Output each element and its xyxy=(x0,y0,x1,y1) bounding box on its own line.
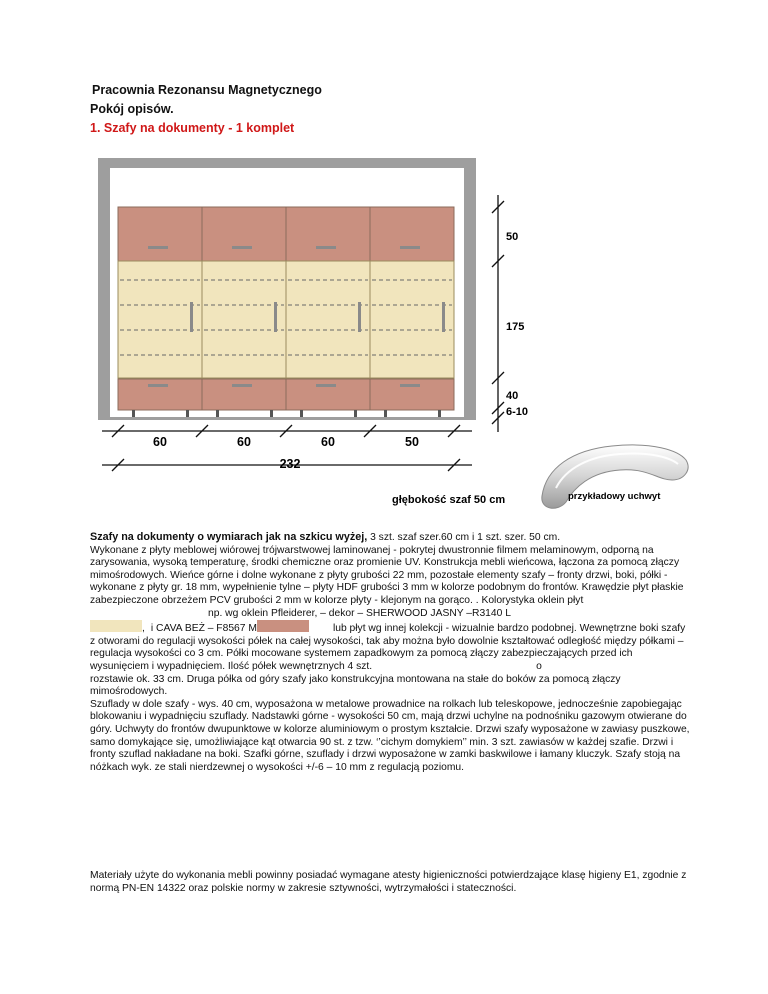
dim-width-3: 60 xyxy=(321,435,335,449)
dim-width-1: 60 xyxy=(153,435,167,449)
dim-width-2: 60 xyxy=(237,435,251,449)
description-s2: Wykonane z płyty meblowej wiórowej trójwarstwowej laminowanej - pokrytej dwustronnie filmem melaminowym, odporną na zarysowania, wysoką temperaturę, środki chemiczne oraz promienie UV. Konstrukcja mebli wieńcowa, łączona za pomocą złączy mimośrodowych. Wieńce górne i dolne wykonane z płyty grubości 22 mm, pozostałe elementy szafy – fronty drzwi, boki, półki - wykonane z płyty gr. 18 mm, wypełnienie tylne – płyty HDF grubości 3 mm w kolorze podobnym do frontów. Krawędzie płyt płaskie zabezpieczone obrzeżem PCV grubości 2 mm w kolorze płyty - klejonym na gorąco. . Kolorystyka oklein płyt xyxy=(90,544,684,606)
description-paragraph xyxy=(90,531,692,774)
cabinet-column xyxy=(118,207,202,417)
subroom-heading: Pokój opisów. xyxy=(90,102,174,116)
vertical-dimension-line xyxy=(492,195,504,432)
cabinet-column xyxy=(286,207,370,417)
handle-label: przykładowy uchwyt xyxy=(568,491,661,502)
dim-width-4: 50 xyxy=(405,435,419,449)
dim-legs: 6-10 xyxy=(506,406,529,418)
description-s3: np. wg oklein Pfleiderer, – dekor – SHERWOOD JASNY –R3140 L xyxy=(208,607,511,619)
floor-line xyxy=(98,417,476,420)
color-swatch-light xyxy=(90,620,142,632)
item-heading: 1. Szafy na dokumenty - 1 komplet xyxy=(90,121,295,135)
cabinet-drawing xyxy=(80,150,700,520)
cabinet-column xyxy=(370,207,454,417)
dim-upper: 50 xyxy=(506,231,519,243)
description-s5: i CAVA BEŻ – F8567 M xyxy=(150,623,257,635)
dim-middle: 175 xyxy=(506,321,525,333)
description-s6: lub płyt wg innej kolekcji - wizualnie bardzo podobnej. Wewnętrzne boki szafy z otworami do regulacji wysokości półek na całej wysokości, tak aby można było dowolnie kształtować odległość między półkami – regulacja wysokości co 3 cm. Półki mocowane systemem zapadkowym za pomocą złączy zabezpieczających przed ich wysunięciem i wypadnięciem. Ilość półek wewnętrznych 4 szt. xyxy=(90,623,686,672)
description-s7: o xyxy=(536,660,542,672)
room-heading: Pracownia Rezonansu Magnetycznego xyxy=(92,83,322,97)
description-s9: Szuflady w dole szafy - wys. 40 cm, wyposażona w metalowe prowadnice na rolkach lub teleskopowe, jednocześnie zapobiegając blokowaniu i wypadnięciu szuflady. Nadstawki górne - wysokości 50 cm, mają drzwi uchylne na podnośniku gazowym otwierane do góry. Uchwyty do frontów dwupunktowe w kolorze aluminiowym o prostym kształcie. Drzwi szafy wyposażone w zawiasy puszkowe, samo domykające się, umożliwiające kąt otwarcia 90 st. z tzw. ‘’cichym domykiem’’ min. 3 szt. zawiasów w każdej szafie. Drzwi i fronty szuflad nakładane na boki. Szafki górne, szuflady i drzwi wyposażone w zamki baskwilowe i łamany kluczyk. Szafy stoją na nóżkach wyk. ze stali nierdzewnej o wysokości +/-6 – 10 mm z regulacją poziomu. xyxy=(90,698,690,773)
dim-total: 232 xyxy=(279,457,301,471)
description-s4: , xyxy=(142,623,145,635)
description-s8: rozstawie ok. 33 cm. Druga półka od góry szafy jako konstrukcyjna montowana na stałe do boków za pomocą złączy mimośrodowych. xyxy=(90,673,621,698)
description-s1: 3 szt. szaf szer.60 cm i 1 szt. szer. 50 cm. xyxy=(367,532,561,543)
cabinet-column xyxy=(202,207,286,417)
depth-label: głębokość szaf 50 cm xyxy=(392,494,506,506)
description-lead: Szafy na dokumenty o wymiarach jak na szkicu wyżej, xyxy=(90,531,368,543)
dim-drawer: 40 xyxy=(506,390,519,402)
materials-paragraph: Materiały użyte do wykonania mebli powinny posiadać wymagane atesty higieniczności potwierdzające klasę higieny E1, zgodnie z normą PN-EN 14322 oraz polskie normy w zakresie sztywności, wytrzymałości i stateczności. xyxy=(90,870,687,894)
color-swatch-dark xyxy=(257,620,309,632)
